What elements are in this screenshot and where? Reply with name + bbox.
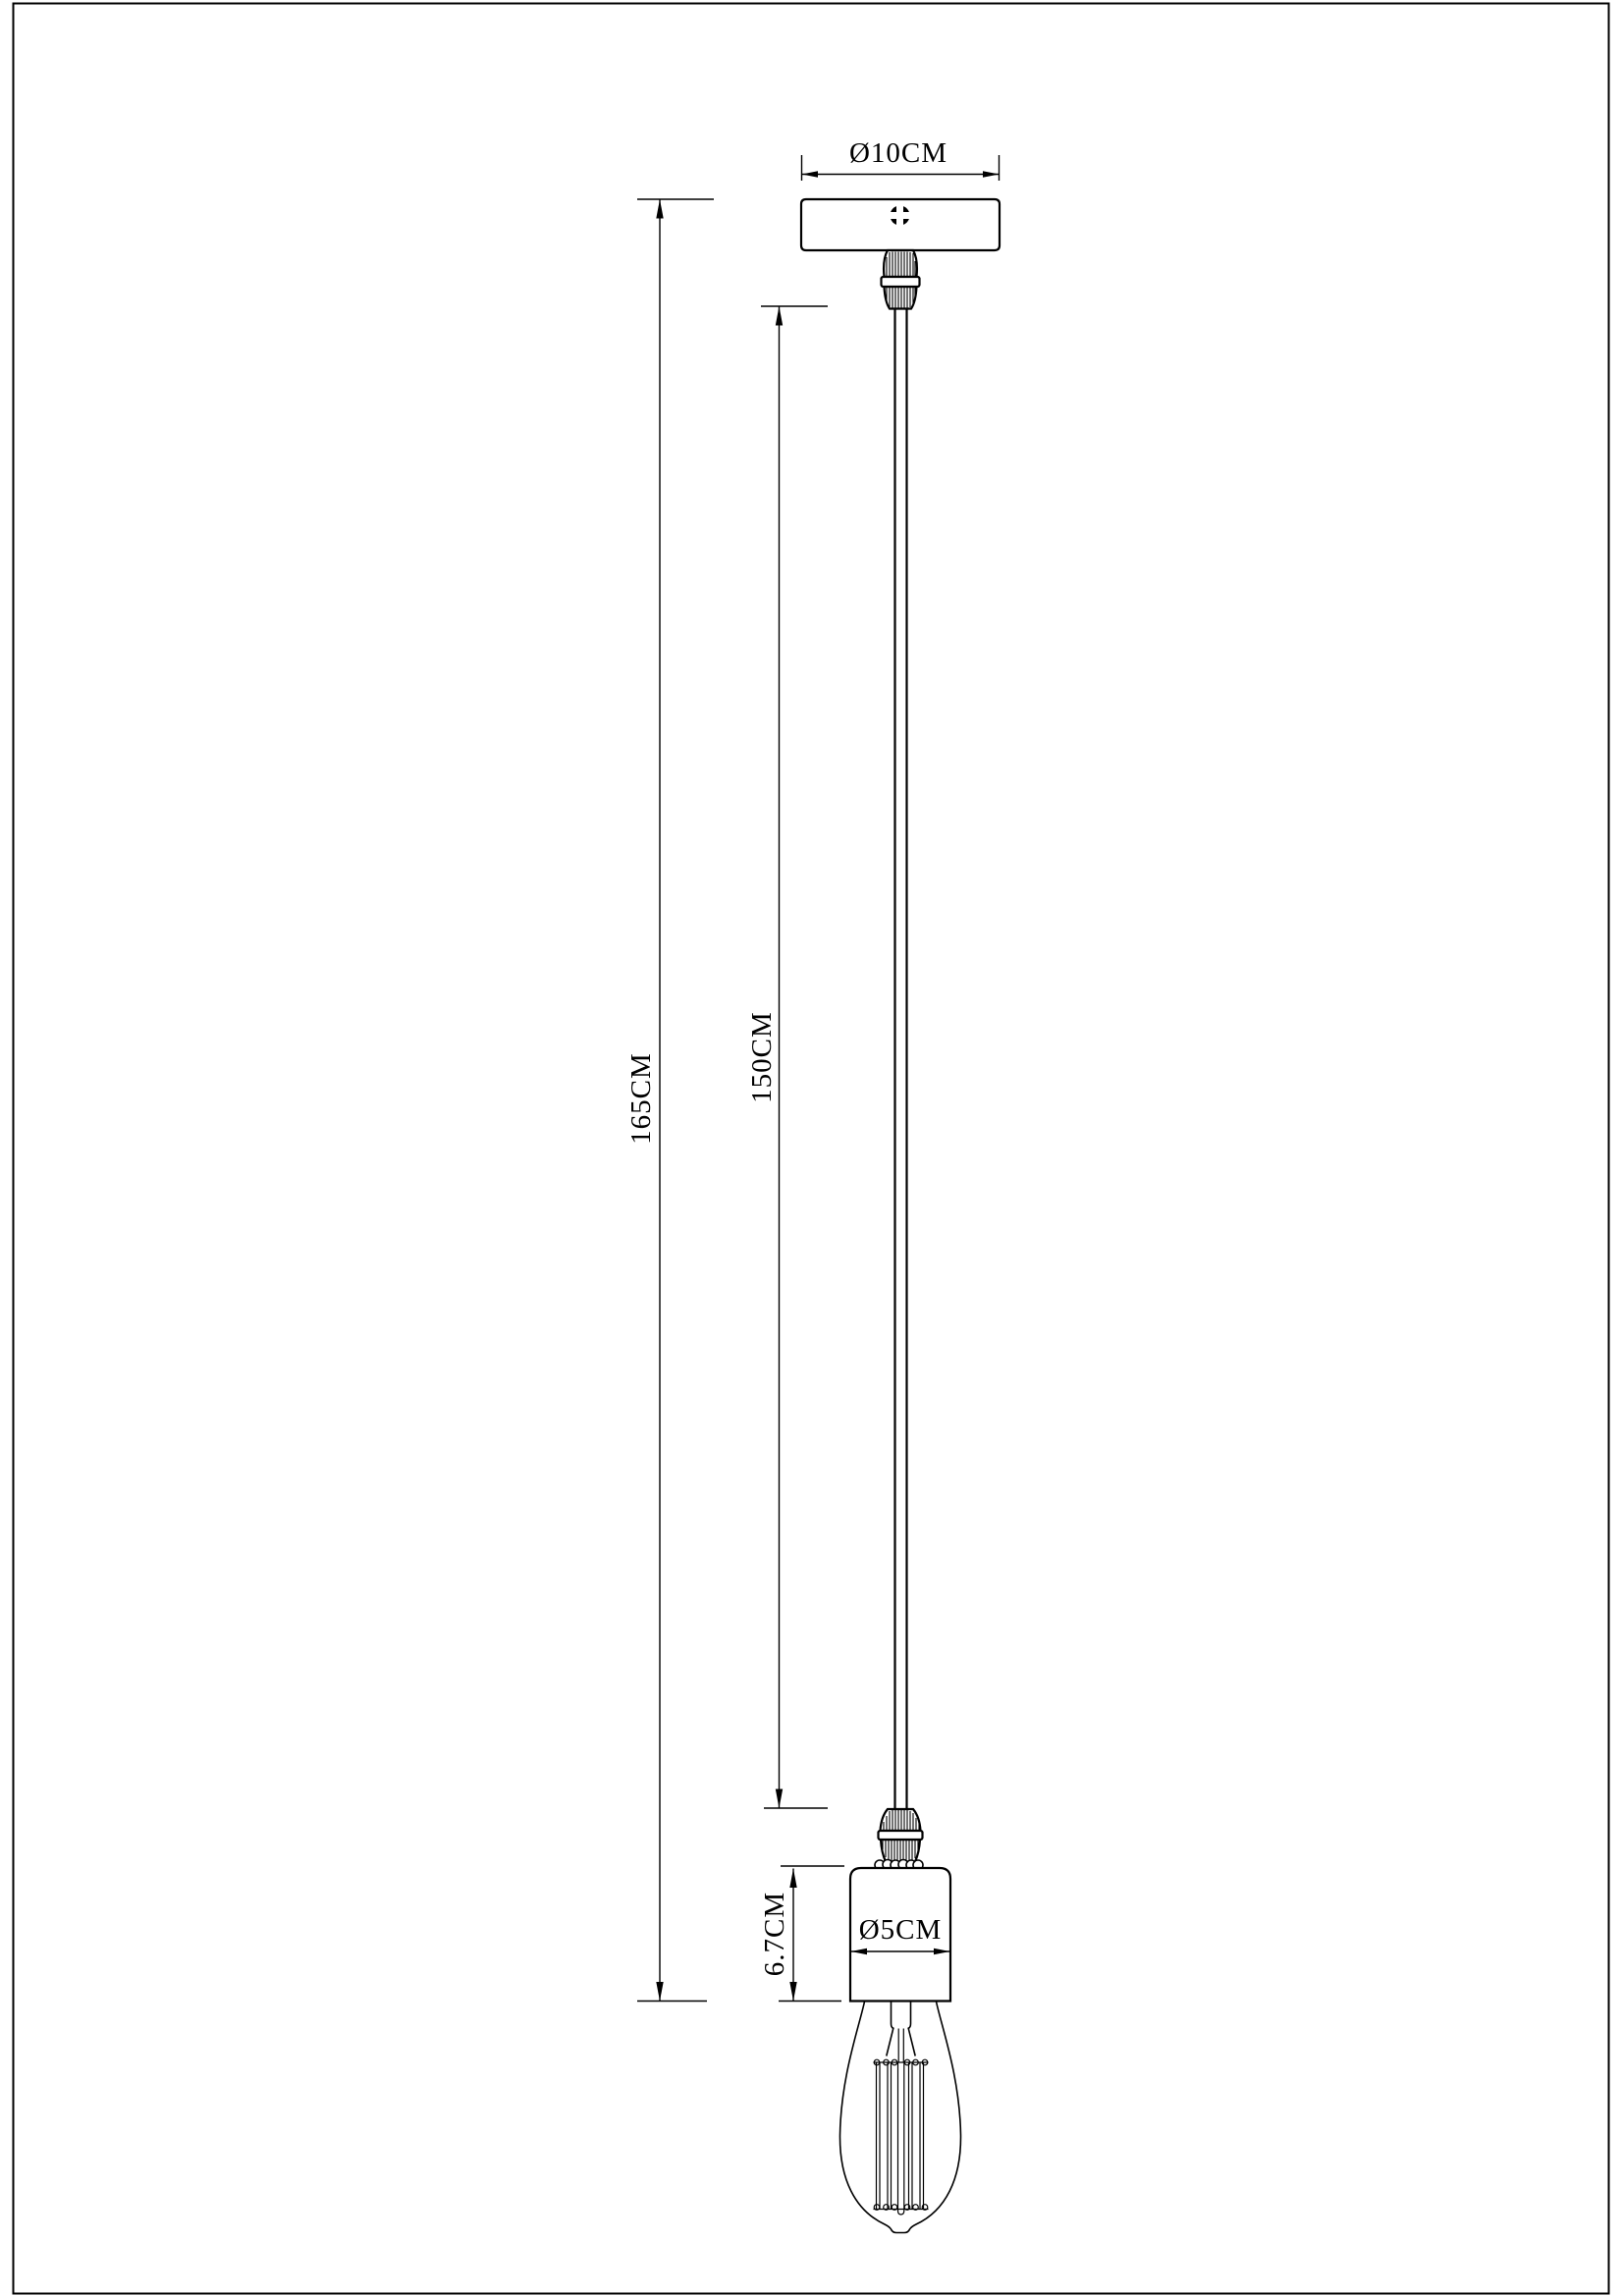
cord-grip-top-band	[882, 277, 920, 287]
dim-canopy-diameter	[802, 137, 1000, 181]
canopy-diameter-label: Ø10CM	[848, 137, 948, 169]
socket-diameter-label: Ø5CM	[858, 1914, 943, 1946]
overall-length-label: 165CM	[625, 1052, 657, 1145]
arrow-up-icon	[776, 306, 783, 326]
arrow-left-icon	[802, 171, 819, 178]
dim-socket-height	[759, 1866, 844, 2002]
dim-cord-length	[746, 306, 828, 1808]
suspension-cable	[895, 304, 907, 1812]
page-border	[14, 4, 1609, 2294]
bulb	[839, 2002, 960, 2233]
bulb-stem	[887, 2002, 915, 2063]
socket-height-label: 6.7CM	[759, 1891, 790, 1977]
arrow-up-icon	[789, 1869, 796, 1889]
cord-grip-top	[882, 250, 920, 309]
arrow-down-icon	[656, 1982, 663, 2002]
cord-grip-bottom	[879, 1809, 923, 1862]
dim-overall-length	[625, 199, 714, 2002]
cord-length-label: 150CM	[746, 1011, 778, 1103]
arrow-up-icon	[656, 199, 663, 219]
bulb-glass	[839, 2002, 960, 2233]
arrow-down-icon	[789, 1982, 796, 2002]
cord-grip-bottom-band	[879, 1831, 923, 1840]
bulb-filament	[874, 2059, 929, 2215]
arrow-right-icon	[983, 171, 1000, 178]
arrow-down-icon	[776, 1789, 783, 1809]
